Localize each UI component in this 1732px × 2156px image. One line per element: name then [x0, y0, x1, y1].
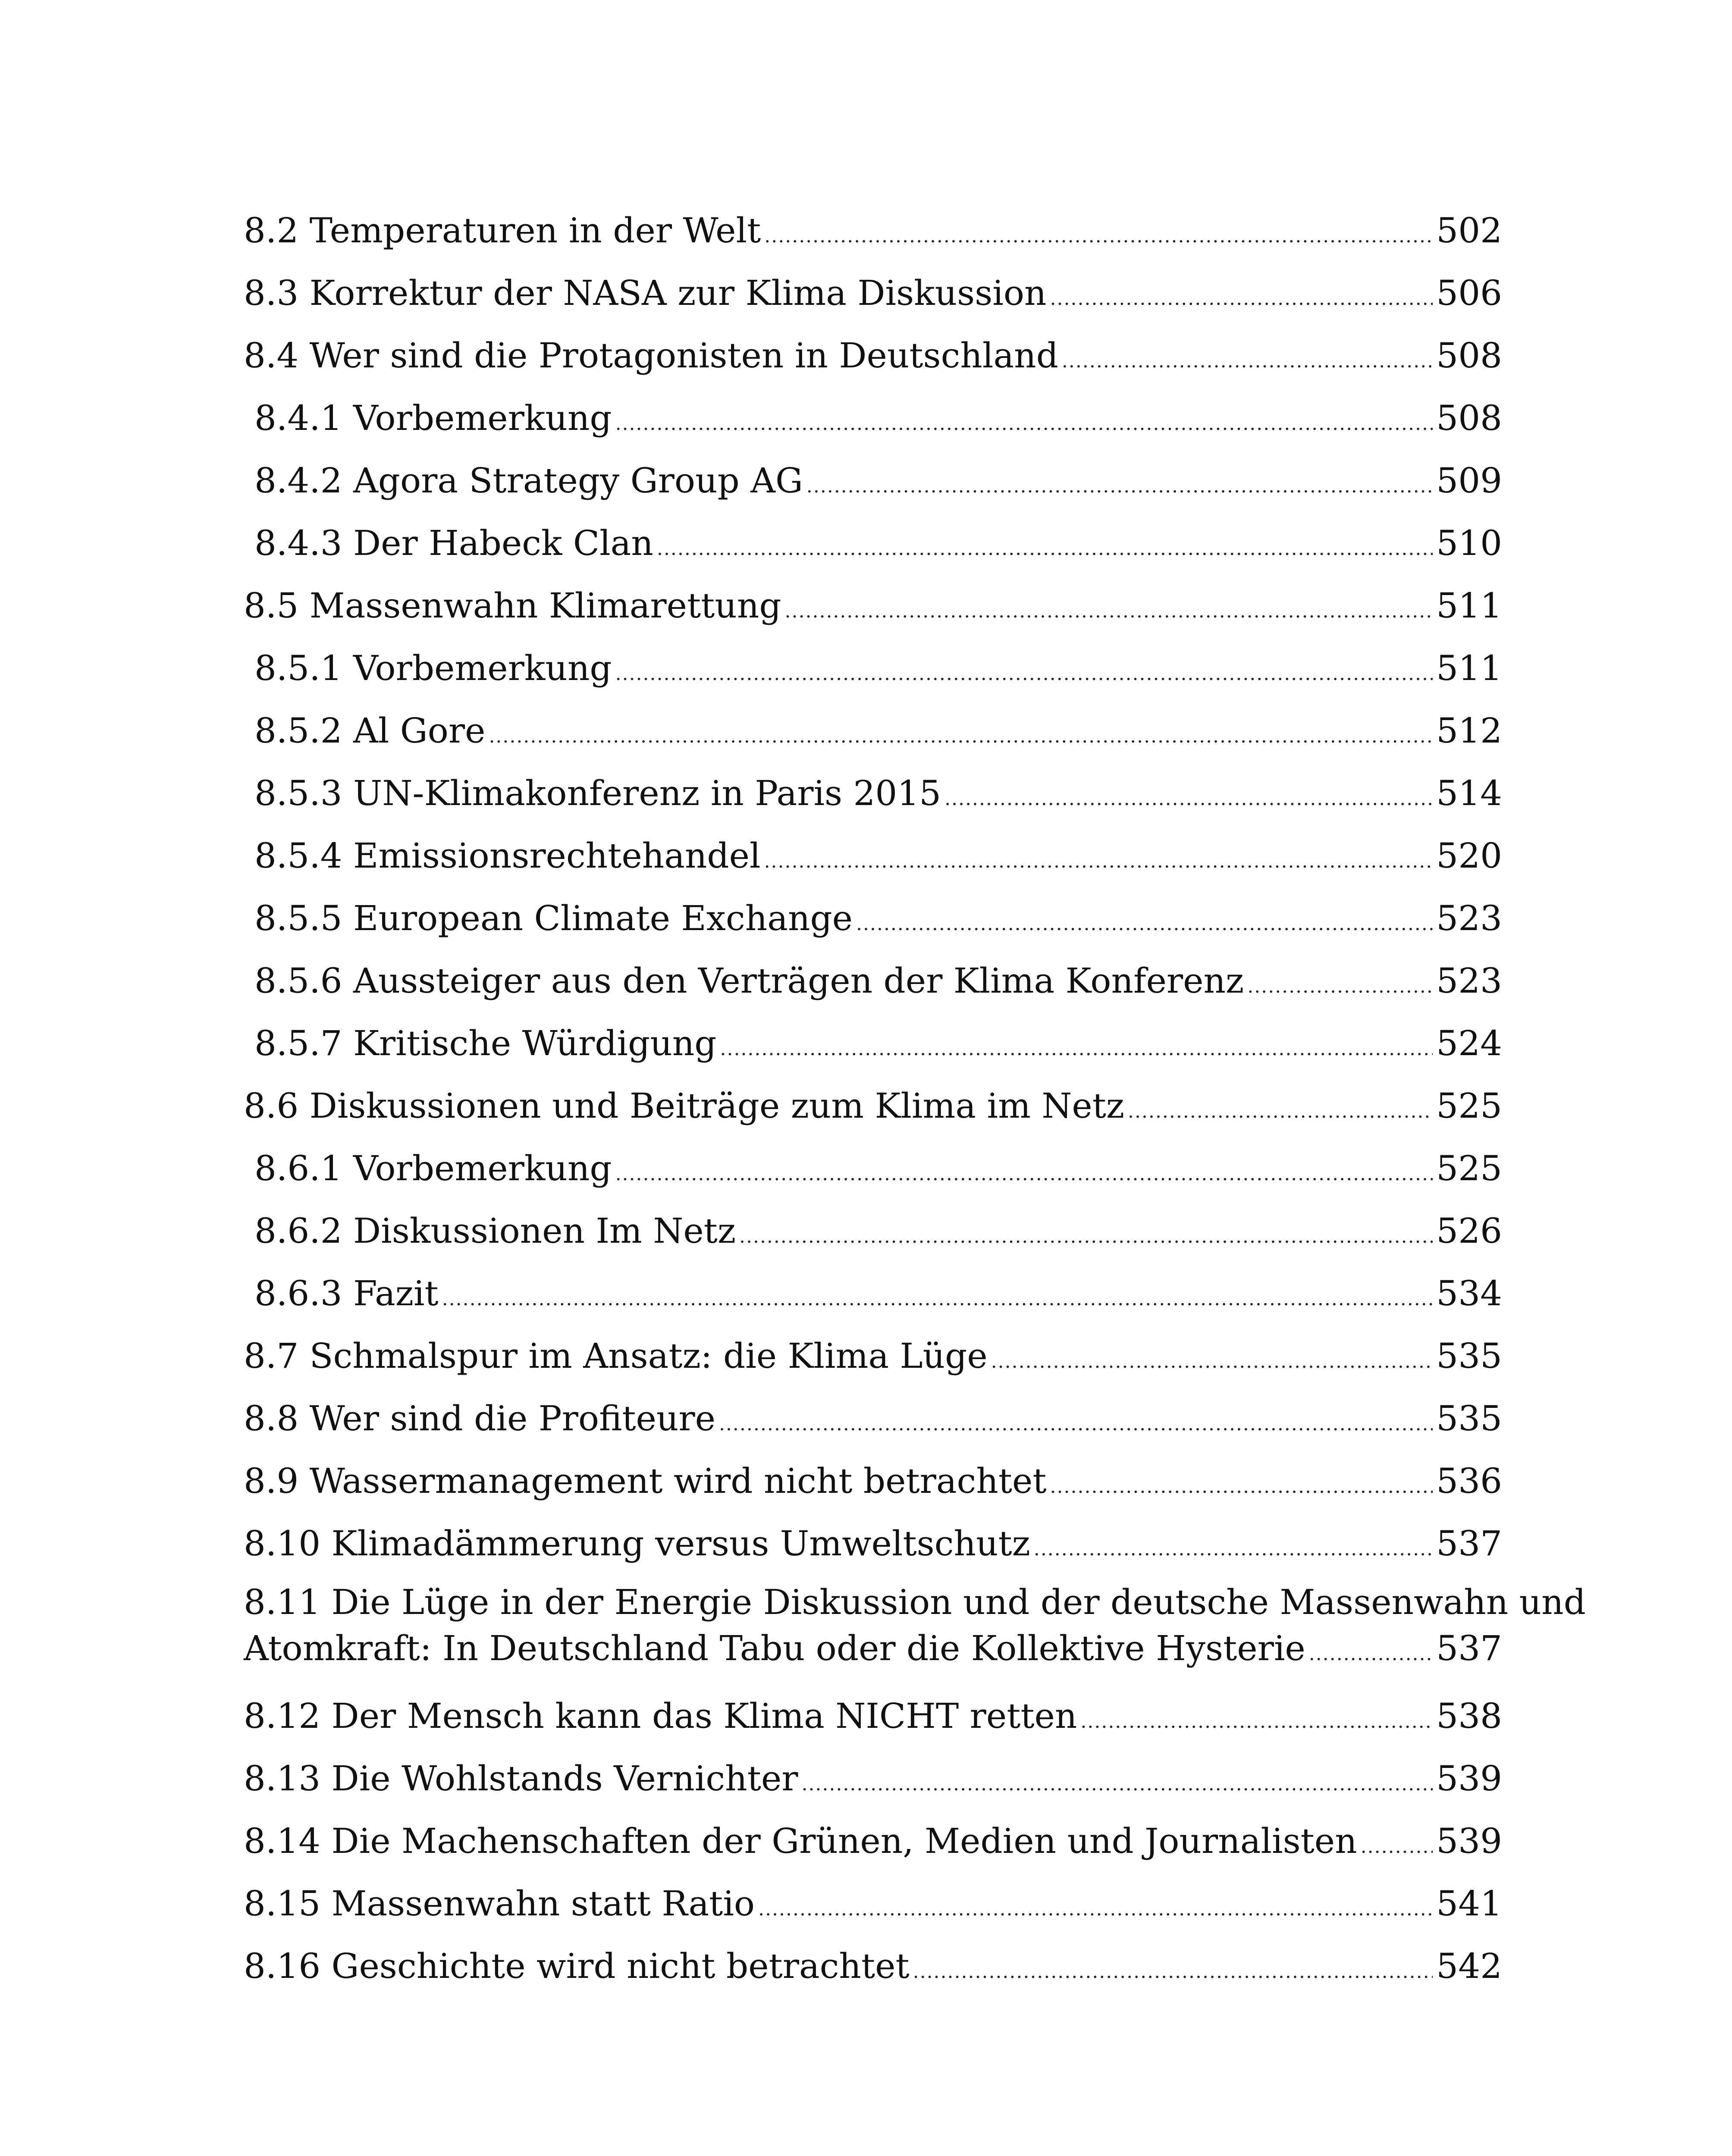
toc-entry-page: 535: [1436, 1398, 1502, 1438]
dot-leader: [991, 1330, 1433, 1393]
toc-entry-title: 8.16 Geschichte wird nicht betrachtet: [244, 1946, 910, 1986]
toc-entry-page: 538: [1436, 1696, 1502, 1736]
toc-entry[interactable]: [244, 1325, 1502, 1387]
toc-entry-title: 8.5.3 UN-Klimakonferenz in Paris 2015: [254, 773, 941, 813]
toc-entry-page: 536: [1436, 1461, 1502, 1501]
toc-entry-page: 539: [1436, 1821, 1502, 1861]
toc-entry-title: 8.6.3 Fazit: [254, 1273, 439, 1313]
toc-entry-line2: [244, 1625, 1502, 1677]
toc-entry-page: 542: [1436, 1946, 1502, 1986]
toc-entry-page: 510: [1436, 523, 1502, 563]
toc-subentry[interactable]: [244, 1262, 1502, 1325]
toc-entry-page: 512: [1436, 711, 1502, 751]
toc-entry-title: 8.5.5 European Climate Exchange: [254, 898, 853, 938]
toc-subentry[interactable]: [244, 387, 1502, 449]
toc-entry-page: 526: [1436, 1211, 1502, 1251]
toc-subentry[interactable]: [244, 887, 1502, 950]
toc-entry[interactable]: [244, 324, 1502, 387]
toc-subentry[interactable]: [244, 1137, 1502, 1200]
dot-leader: [785, 580, 1433, 642]
toc-entry-title: 8.10 Klimadämmerung versus Umweltschutz: [244, 1523, 1030, 1564]
dot-leader: [719, 1393, 1433, 1455]
toc-entry-page: 539: [1436, 1758, 1502, 1799]
toc-entry-page: 523: [1436, 898, 1502, 938]
table-of-contents: [244, 199, 1586, 1997]
dot-leader: [1080, 1690, 1433, 1753]
toc-entry-page: 511: [1436, 586, 1502, 626]
toc-entry-page: 506: [1436, 273, 1502, 313]
dot-leader: [764, 830, 1433, 893]
toc-entry[interactable]: [244, 1747, 1502, 1810]
toc-entry-title: 8.6.1 Vorbemerkung: [254, 1148, 612, 1188]
dot-leader: [657, 517, 1433, 580]
toc-entry[interactable]: [244, 1512, 1502, 1575]
toc-entry-page: 514: [1436, 773, 1502, 813]
toc-entry-title: 8.9 Wassermanagement wird nicht betrachtet: [244, 1461, 1047, 1501]
toc-entry-page: 524: [1436, 1023, 1502, 1063]
toc-entry-page: 511: [1436, 648, 1502, 688]
toc-entry-page: 535: [1436, 1336, 1502, 1376]
dot-leader: [806, 455, 1433, 517]
toc-entry-page: 502: [1436, 210, 1502, 251]
dot-leader: [489, 705, 1433, 768]
toc-entry-title: 8.4 Wer sind die Protagonisten in Deutschland: [244, 335, 1058, 376]
toc-entry-page: 541: [1436, 1883, 1502, 1924]
toc-entry-page: 537: [1436, 1628, 1502, 1668]
toc-entry-title: 8.8 Wer sind die Profiteure: [244, 1398, 715, 1438]
toc-entry-page: 508: [1436, 335, 1502, 376]
toc-entry[interactable]: [244, 1685, 1502, 1747]
toc-entry-title-line2: Atomkraft: In Deutschland Tabu oder die Kollektive Hysterie: [244, 1628, 1305, 1668]
toc-subentry[interactable]: [244, 950, 1502, 1012]
dot-leader: [944, 768, 1433, 830]
toc-subentry[interactable]: [244, 1012, 1502, 1075]
toc-entry-title: 8.2 Temperaturen in der Welt: [244, 210, 761, 251]
toc-subentry[interactable]: [244, 449, 1502, 512]
toc-entry-multiline[interactable]: [244, 1575, 1586, 1685]
toc-entry-title: 8.13 Die Wohlstands Vernichter: [244, 1758, 798, 1799]
dot-leader: [1050, 1455, 1433, 1518]
toc-entry[interactable]: [244, 199, 1502, 262]
toc-entry[interactable]: [244, 1935, 1502, 1997]
dot-leader: [1050, 267, 1433, 330]
dot-leader: [764, 205, 1433, 267]
toc-entry-title: 8.5.4 Emissionsrechtehandel: [254, 836, 761, 876]
toc-entry[interactable]: [244, 262, 1502, 324]
dot-leader: [1247, 955, 1433, 1018]
toc-subentry[interactable]: [244, 637, 1502, 699]
toc-entry-title: 8.14 Die Machenschaften der Grünen, Medien und Journalisten: [244, 1821, 1357, 1861]
toc-subentry[interactable]: [244, 1200, 1502, 1262]
toc-entry-title: 8.4.2 Agora Strategy Group AG: [254, 461, 803, 501]
toc-entry-title: 8.5 Massenwahn Klimarettung: [244, 586, 781, 626]
toc-entry[interactable]: [244, 1872, 1502, 1935]
dot-leader: [615, 392, 1433, 455]
toc-entry-title: 8.5.1 Vorbemerkung: [254, 648, 612, 688]
toc-entry-title: 8.15 Massenwahn statt Ratio: [244, 1883, 755, 1924]
toc-entry[interactable]: [244, 1450, 1502, 1512]
toc-entry-page: 509: [1436, 461, 1502, 501]
toc-entry-title: 8.12 Der Mensch kann das Klima NICHT retten: [244, 1696, 1077, 1736]
dot-leader: [1361, 1815, 1433, 1878]
dot-leader: [720, 1018, 1433, 1080]
toc-subentry[interactable]: [244, 699, 1502, 762]
toc-entry-title: 8.5.7 Kritische Würdigung: [254, 1023, 717, 1063]
toc-entry-title: 8.6.2 Diskussionen Im Netz: [254, 1211, 736, 1251]
toc-entry-title: 8.6 Diskussionen und Beiträge zum Klima im Netz: [244, 1086, 1124, 1126]
toc-entry-title-line1: 8.11 Die Lüge in der Energie Diskussion und der deutsche Massenwahn und: [244, 1582, 1586, 1622]
dot-leader: [739, 1205, 1433, 1268]
dot-leader: [1128, 1080, 1433, 1143]
dot-leader: [615, 1143, 1433, 1205]
dot-leader: [1034, 1518, 1433, 1580]
dot-leader: [913, 1940, 1433, 2003]
toc-entry[interactable]: [244, 1075, 1502, 1137]
toc-entry-title: 8.4.1 Vorbemerkung: [254, 398, 612, 438]
dot-leader: [856, 893, 1433, 955]
toc-entry-page: 525: [1436, 1086, 1502, 1126]
toc-entry-title: 8.5.2 Al Gore: [254, 711, 486, 751]
dot-leader: [615, 642, 1433, 705]
dot-leader: [1062, 330, 1433, 392]
toc-entry-title: 8.4.3 Der Habeck Clan: [254, 523, 653, 563]
toc-entry-title: 8.7 Schmalspur im Ansatz: die Klima Lüge: [244, 1336, 988, 1376]
toc-entry-page: 508: [1436, 398, 1502, 438]
toc-subentry[interactable]: [244, 512, 1502, 574]
toc-subentry[interactable]: [244, 762, 1502, 824]
toc-entry[interactable]: [244, 574, 1502, 637]
toc-subentry[interactable]: [244, 824, 1502, 887]
dot-leader: [758, 1878, 1433, 1940]
toc-entry-page: 525: [1436, 1148, 1502, 1188]
dot-leader: [1309, 1631, 1433, 1677]
dot-leader: [442, 1268, 1433, 1330]
toc-entry[interactable]: [244, 1387, 1502, 1450]
toc-entry-page: 520: [1436, 836, 1502, 876]
toc-entry-page: 534: [1436, 1273, 1502, 1313]
toc-entry[interactable]: [244, 1810, 1502, 1872]
dot-leader: [801, 1753, 1433, 1815]
toc-entry-page: 523: [1436, 961, 1502, 1001]
toc-entry-title: 8.5.6 Aussteiger aus den Verträgen der Klima Konferenz: [254, 961, 1244, 1001]
toc-entry-title: 8.3 Korrektur der NASA zur Klima Diskussion: [244, 273, 1047, 313]
toc-entry-page: 537: [1436, 1523, 1502, 1564]
